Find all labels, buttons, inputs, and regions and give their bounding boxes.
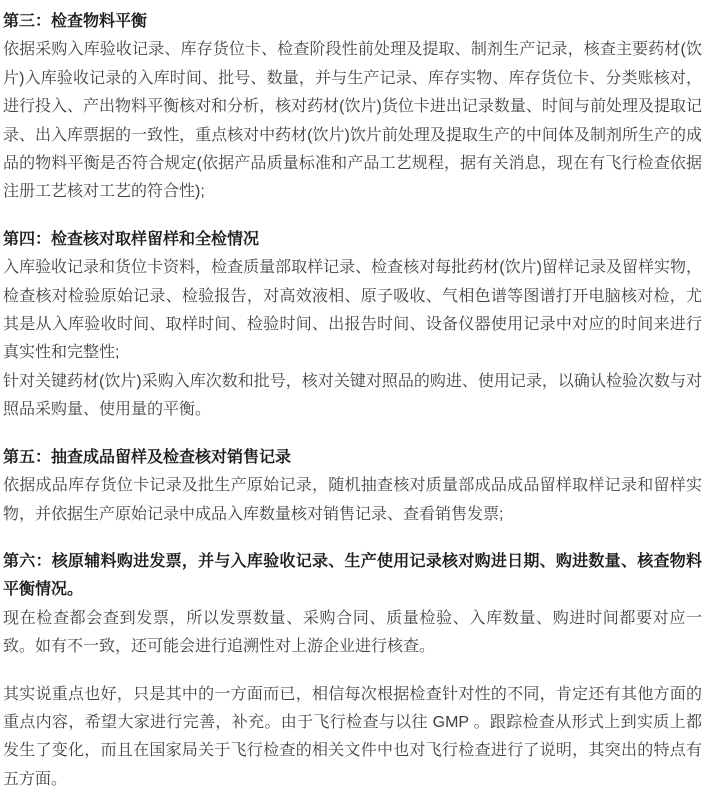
paragraph: 入库验收记录和货位卡资料，检查质量部取样记录、检查核对每批药材(饮片)留样记录及留样实物，检查核对检验原始记录、检验报告，对高效液相、原子吸收、气相色谱等图谱打开电脑核对检，尤其是从入库验收时间、取样时间、检验时间、出报告时间、设备仪器使用记录中对应的时间来进行真实性和完整性;	[3, 259, 702, 362]
section-heading: 第三：检查物料平衡	[3, 13, 148, 30]
paragraph: 其实说重点也好，只是其中的一方面而已，相信每次根据检查针对性的不同，肯定还有其他方面的重点内容，希望大家进行完善，补充。由于飞行检查与以往 GMP 。跟踪检查从形式上到实质上都发生了变化，而且在国家局关于飞行检查的相关文件中也对飞行检查进行了说明，其突出的特点有五方面。	[3, 685, 702, 788]
section-heading: 第六：核原辅料购进发票，并与入库验收记录、生产使用记录核对购进日期、购进数量、核查物料平衡情况。	[3, 552, 702, 599]
article-section	[3, 8, 702, 207]
article-section	[3, 444, 702, 529]
section-heading: 第五：抽查成品留样及检查核对销售记录	[3, 448, 292, 466]
paragraph: 针对关键药材(饮片)采购入库次数和批号，核对关键对照品的购进、使用记录，以确认检验次数与对照品采购量、使用量的平衡。	[3, 372, 702, 419]
section-heading: 第四：检查核对取样留样和全检情况	[3, 230, 260, 248]
paragraph: 依据成品库存货位卡记录及批生产原始记录，随机抽查核对质量部成品成品留样取样记录和留样实物，并依据生产原始记录中成品入库数量核对销售记录、查看销售发票;	[3, 477, 702, 523]
paragraph: 现在检查都会查到发票，所以发票数量、采购合同、质量检验、入库数量、购进时间都要对应一致。如有不一致，还可能会进行追溯性对上游企业进行核查。	[3, 609, 702, 656]
paragraph: 依据采购入库验收记录、库存货位卡、检查阶段性前处理及提取、制剂生产记录，核查主要药材(饮片)入库验收记录的入库时间、批号、数量，并与生产记录、库存实物、库存货位卡、分类账核对，进行投入、产出物料平衡核对和分析，核对药材(饮片)货位卡进出记录数量、时间与前处理及提取记录、出入库票据的一致性，重点核对中药材(饮片)饮片前处理及提取生产的中间体及制剂所生产的成品的物料平衡是否符合规定(依据产品质量标准和产品工艺规程，据有关消息，现在有飞行检查依据注册工艺核对工艺的符合性);	[3, 41, 702, 201]
article-section	[3, 681, 702, 794]
article-section	[3, 548, 702, 662]
article-section	[3, 226, 702, 425]
